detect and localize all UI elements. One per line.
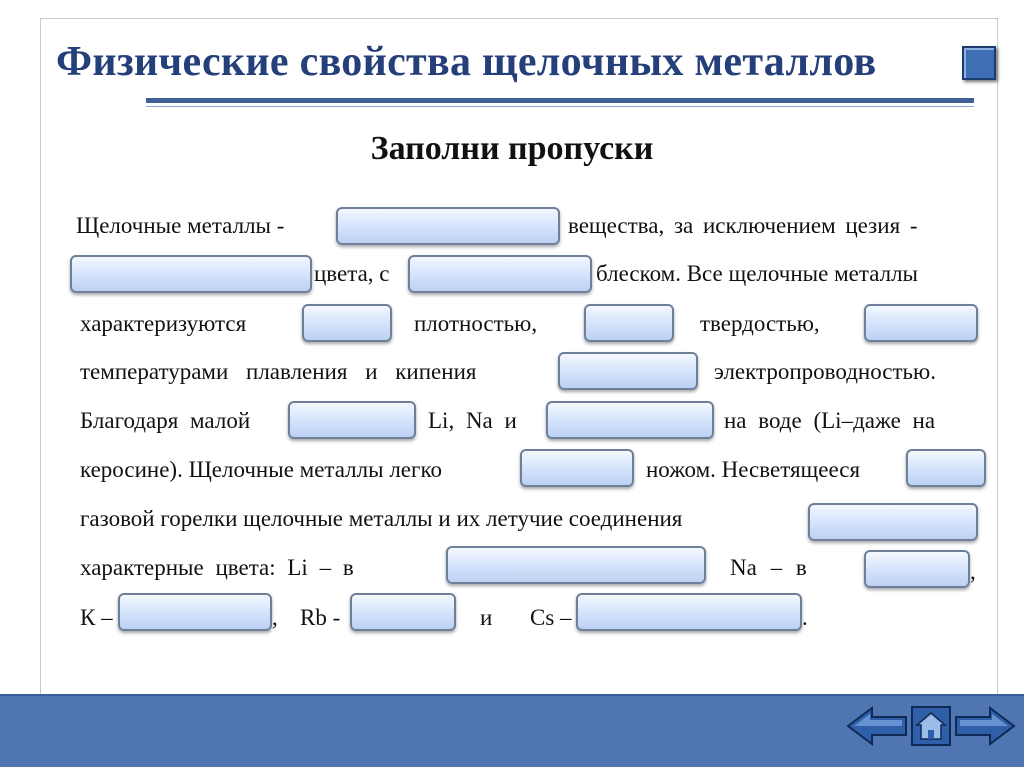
blank-field-12[interactable] [808,503,978,541]
text-segment: , [970,559,976,584]
arrow-right-icon [954,706,1016,746]
text-segment: Li, Na и [428,408,517,433]
text-segment: цвета, с [314,261,390,286]
blank-field-3[interactable] [408,255,592,293]
text-segment: . [802,605,808,630]
text-segment: Rb - [300,605,341,630]
text-segment: электропроводностью. [714,359,936,384]
text-segment: твердостью, [700,311,820,336]
blank-field-10[interactable] [520,449,634,487]
blank-field-6[interactable] [864,304,978,342]
text-segment: вещества, за исключением цезия - [568,213,918,238]
text-segment: К – [80,605,113,630]
slide-title: Физические свойства щелочных металлов [56,39,877,85]
footer-divider [0,694,1024,696]
text-segment: характеризуются [80,311,247,336]
next-slide-button[interactable] [954,706,1016,746]
text-segment: Cs – [530,605,572,630]
text-segment: блеском. Все щелочные металлы [596,261,919,286]
blank-field-5[interactable] [584,304,674,342]
blank-field-9[interactable] [546,401,714,439]
corner-square-icon [962,46,996,80]
text-segment: Благодаря малой [80,408,251,433]
text-segment: керосине). Щелочные металлы легко [80,457,442,482]
blank-field-15[interactable] [118,593,272,631]
text-segment: , [272,605,278,630]
blank-field-8[interactable] [288,401,416,439]
blank-field-13[interactable] [446,546,706,584]
blank-field-2[interactable] [70,255,312,293]
blank-field-4[interactable] [302,304,392,342]
home-button[interactable] [911,706,951,746]
blank-field-11[interactable] [906,449,986,487]
blank-field-1[interactable] [336,207,560,245]
title-divider [146,98,974,103]
arrow-left-icon [846,706,908,746]
text-segment: на воде (Li–даже на [724,408,936,433]
blank-field-14[interactable] [864,550,970,588]
text-segment: характерные цвета: Li – в [80,555,354,580]
blank-field-7[interactable] [558,352,698,390]
title-divider-thin [146,106,974,107]
text-segment: и [480,605,493,630]
task-heading: Заполни пропуски [370,130,654,167]
text-segment: Na – в [730,555,807,580]
home-icon [911,706,951,746]
blank-field-16[interactable] [350,593,456,631]
text-segment: газовой горелки щелочные металлы и их летучие соединения [80,506,683,531]
text-segment: ножом. Несветящееся [646,457,861,482]
prev-slide-button[interactable] [846,706,908,746]
blank-field-17[interactable] [576,593,802,631]
text-segment: Щелочные металлы - [76,213,285,238]
text-segment: температурами плавления и кипения [80,359,477,384]
text-segment: плотностью, [414,311,538,336]
